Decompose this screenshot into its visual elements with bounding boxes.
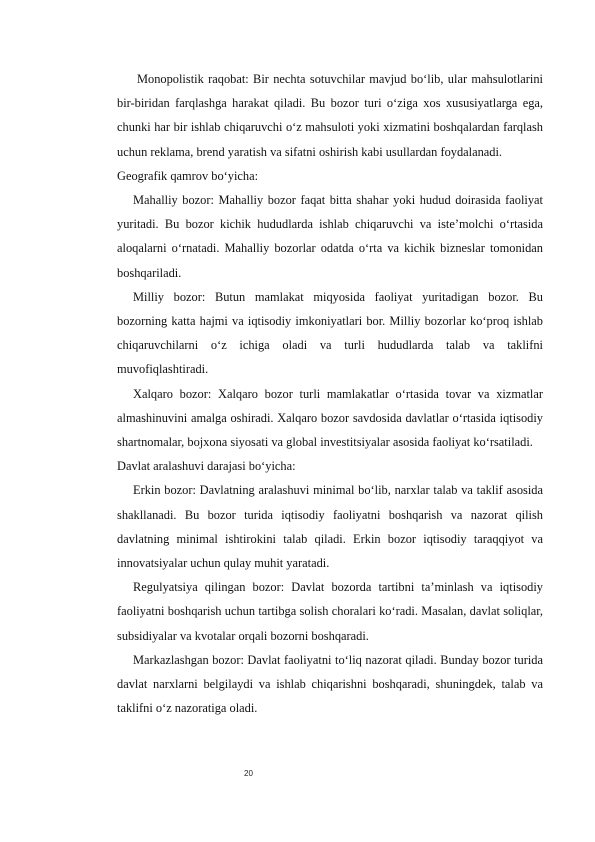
paragraph-monopolistic-competition: Monopolistik raqobat: Bir nechta sotuvchilar mavjud bo‘lib, ular mahsulotlarini bir-biridan farqlashga harakat qiladi. Bu bozor turi o‘ziga xos xususiyatlarga ega, chunki har bir ishlab chiqaruvchi o‘z mahsuloti yoki xizmatini boshqalardan farqlash uchun reklama, brend yaratish va sifatni oshirish kabi usullardan foydalanadi.	[117, 72, 543, 159]
paragraph-national-market: Milliy bozor: Butun mamlakat miqyosida faoliyat yuritadigan bozor. Bu bozorning katta hajmi va iqtisodiy imkoniyatlari bor. Milliy bozorlar ko‘proq ishlab chiqaruvchilarni o‘z ichiga oladi va turli hududlarda talab va taklifni muvofiqlashtiradi.	[117, 289, 543, 377]
section-heading-geographic-scope: Geografik qamrov bo‘yicha:	[117, 168, 259, 183]
paragraph-free-market: Erkin bozor: Davlatning aralashuvi minimal bo‘lib, narxlar talab va taklif asosida shakllanadi. Bu bozor turida iqtisodiy faoliyatni boshqarish va nazorat qilish davlatning minimal ishtirokini talab qiladi. Erkin bozor iqtisodiy taraqqiyot va innovatsiyalar uchun qulay muhit yaratadi.	[117, 483, 543, 571]
body-text	[117, 67, 543, 720]
paragraph-regulated-market: Regulyatsiya qilingan bozor: Davlat bozorda tartibni ta’minlash va iqtisodiy faoliyatni boshqarish uchun tartibga solish choralari ko‘radi. Masalan, davlat soliqlar, subsidiyalar va kvotalar orqali bozorni boshqaradi.	[117, 580, 543, 643]
paragraph-local-market: Mahalliy bozor: Mahalliy bozor faqat bitta shahar yoki hudud doirasida faoliyat yuritadi. Bu bozor kichik hududlarda ishlab chiqaruvchi va iste’molchi o‘rtasida aloqalarni o‘rnatadi. Mahalliy bozorlar odatda o‘rta va kichik bizneslar tomonidan boshqariladi.	[117, 193, 543, 280]
page-number: 20	[244, 769, 253, 778]
section-heading-state-intervention: Davlat aralashuvi darajasi bo‘yicha:	[117, 459, 296, 474]
paragraph-centralized-market: Markazlashgan bozor: Davlat faoliyatni to‘liq nazorat qiladi. Bunday bozor turida davlat narxlarni belgilaydi va ishlab chiqarishni boshqaradi, shuningdek, talab va taklifni o‘z nazoratiga oladi.	[117, 652, 543, 716]
paragraph-international-market: Xalqaro bozor: Xalqaro bozor turli mamlakatlar o‘rtasida tovar va xizmatlar almashinuvini amalga oshiradi. Xalqaro bozor savdosida davlatlar o‘rtasida iqtisodiy shartnomalar, bojxona siyosati va global investitsiyalar asosida faoliyat ko‘rsatiladi.	[117, 386, 543, 450]
